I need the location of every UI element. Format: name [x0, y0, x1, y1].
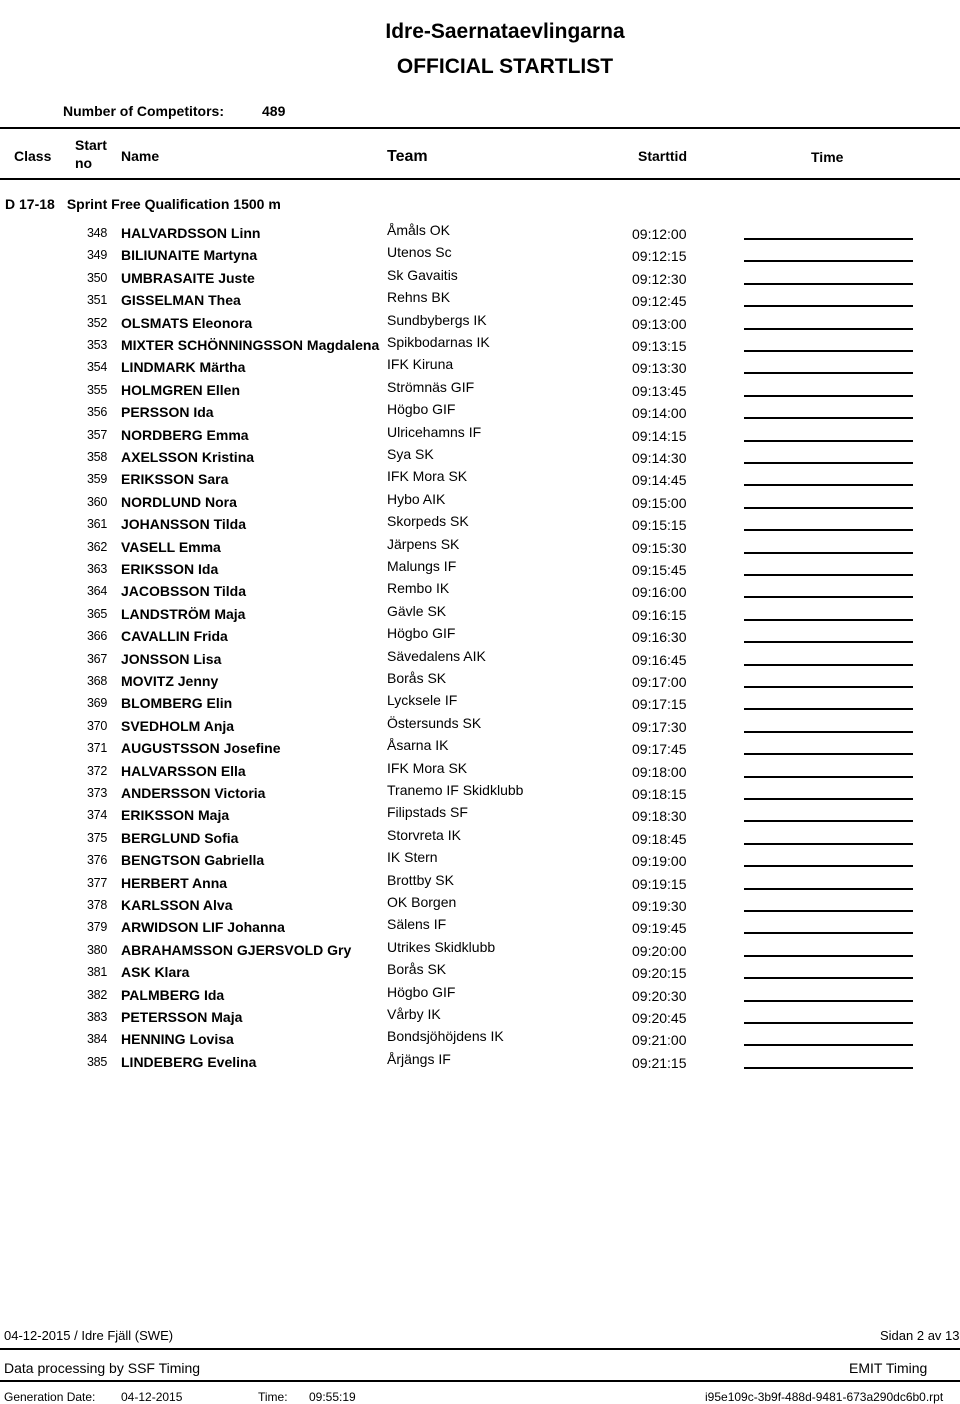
competitor-name: MIXTER SCHÖNNINGSSON Magdalena: [121, 337, 380, 353]
start-number: 379: [87, 920, 107, 934]
competitor-name: UMBRASAITE Juste: [121, 270, 255, 286]
table-row: [0, 334, 960, 356]
start-number: 350: [87, 271, 107, 285]
result-time-blank-line: [744, 888, 913, 890]
competitor-name: LINDMARK Märtha: [121, 359, 246, 375]
start-time: 09:20:15: [632, 965, 687, 981]
start-time: 09:17:30: [632, 719, 687, 735]
table-row: [0, 580, 960, 602]
start-time: 09:15:15: [632, 517, 687, 533]
table-row: [0, 760, 960, 782]
table-row: [0, 401, 960, 423]
start-time: 09:20:30: [632, 988, 687, 1004]
competitor-name: LANDSTRÖM Maja: [121, 606, 246, 622]
column-header-name: Name: [121, 148, 160, 164]
team-name: Sundbybergs IK: [387, 312, 487, 328]
table-row: [0, 603, 960, 625]
table-row: [0, 827, 960, 849]
start-number: 358: [87, 450, 107, 464]
start-number: 362: [87, 540, 107, 554]
competitor-name: HERBERT Anna: [121, 875, 228, 891]
team-name: Rehns BK: [387, 289, 451, 305]
team-name: Sävedalens AIK: [387, 648, 486, 664]
table-row: [0, 558, 960, 580]
result-time-blank-line: [744, 686, 913, 688]
competitor-name: CAVALLIN Frida: [121, 628, 228, 644]
competitor-name: ANDERSSON Victoria: [121, 785, 266, 801]
team-name: Utrikes Skidklubb: [387, 939, 496, 955]
table-row: [0, 356, 960, 378]
result-time-blank-line: [744, 372, 913, 374]
team-name: Lycksele IF: [387, 692, 458, 708]
start-time: 09:18:15: [632, 786, 687, 802]
table-row: [0, 872, 960, 894]
start-number: 360: [87, 495, 107, 509]
result-time-blank-line: [744, 529, 913, 531]
start-number: 375: [87, 831, 107, 845]
competitor-name: KARLSSON Alva: [121, 897, 233, 913]
result-time-blank-line: [744, 1000, 913, 1002]
start-time: 09:12:00: [632, 226, 687, 242]
start-number: 377: [87, 876, 107, 890]
table-row: [0, 1051, 960, 1073]
start-number: 351: [87, 293, 107, 307]
generation-time-value: 09:55:19: [309, 1390, 356, 1404]
team-name: Gävle SK: [387, 603, 447, 619]
competitor-name: HALVARSSON Ella: [121, 763, 246, 779]
team-name: Högbo GIF: [387, 401, 456, 417]
start-time: 09:15:45: [632, 562, 687, 578]
table-row: [0, 1028, 960, 1050]
table-row: [0, 961, 960, 983]
start-number: 374: [87, 808, 107, 822]
start-time: 09:14:30: [632, 450, 687, 466]
start-number: 385: [87, 1055, 107, 1069]
competitor-name: ERIKSSON Maja: [121, 807, 230, 823]
competitors-count-value: 489: [262, 103, 286, 119]
result-time-blank-line: [744, 843, 913, 845]
competitor-name: BENGTSON Gabriella: [121, 852, 265, 868]
start-time: 09:13:30: [632, 360, 687, 376]
result-time-blank-line: [744, 865, 913, 867]
competitor-name: GISSELMAN Thea: [121, 292, 241, 308]
competitor-name: ERIKSSON Sara: [121, 471, 229, 487]
table-row: [0, 267, 960, 289]
competitor-name: JOHANSSON Tilda: [121, 516, 246, 532]
competitor-name: NORDLUND Nora: [121, 494, 237, 510]
table-row: [0, 625, 960, 647]
table-row: [0, 670, 960, 692]
class-code: D 17-18: [5, 196, 55, 212]
result-time-blank-line: [744, 977, 913, 979]
start-number: 372: [87, 764, 107, 778]
team-name: Borås SK: [387, 670, 447, 686]
competitor-name: SVEDHOLM Anja: [121, 718, 235, 734]
table-row: [0, 939, 960, 961]
start-number: 378: [87, 898, 107, 912]
team-name: Skorpeds SK: [387, 513, 469, 529]
team-name: Brottby SK: [387, 872, 454, 888]
start-time: 09:16:15: [632, 607, 687, 623]
team-name: Strömnäs GIF: [387, 379, 475, 395]
result-time-blank-line: [744, 932, 913, 934]
result-time-blank-line: [744, 574, 913, 576]
competitor-name: ABRAHAMSSON GJERSVOLD Gry: [121, 942, 352, 958]
start-time: 09:13:45: [632, 383, 687, 399]
result-time-blank-line: [744, 910, 913, 912]
table-row: [0, 244, 960, 266]
start-time: 09:20:45: [632, 1010, 687, 1026]
start-time: 09:21:15: [632, 1055, 687, 1071]
result-time-blank-line: [744, 260, 913, 262]
start-time: 09:16:00: [632, 584, 687, 600]
start-time: 09:21:00: [632, 1032, 687, 1048]
team-name: IFK Mora SK: [387, 760, 468, 776]
team-name: IFK Mora SK: [387, 468, 468, 484]
start-number: 357: [87, 428, 107, 442]
competitor-name: BERGLUND Sofia: [121, 830, 239, 846]
competitor-name: NORDBERG Emma: [121, 427, 249, 443]
competitor-name: PETERSSON Maja: [121, 1009, 243, 1025]
start-time: 09:20:00: [632, 943, 687, 959]
start-time: 09:16:45: [632, 652, 687, 668]
start-time: 09:12:15: [632, 248, 687, 264]
competitor-name: ASK Klara: [121, 964, 190, 980]
team-name: Hybo AIK: [387, 491, 446, 507]
start-number: 382: [87, 988, 107, 1002]
team-name: Åmåls OK: [387, 222, 451, 238]
start-number: 363: [87, 562, 107, 576]
result-time-blank-line: [744, 619, 913, 621]
team-name: Spikbodarnas IK: [387, 334, 490, 350]
competitor-name: JACOBSSON Tilda: [121, 583, 246, 599]
table-row: [0, 222, 960, 244]
start-time: 09:15:00: [632, 495, 687, 511]
competitor-name: LINDEBERG Evelina: [121, 1054, 257, 1070]
result-time-blank-line: [744, 238, 913, 240]
table-row: [0, 804, 960, 826]
start-time: 09:18:45: [632, 831, 687, 847]
start-number: 354: [87, 360, 107, 374]
team-name: Årjängs IF: [387, 1051, 451, 1067]
start-number: 367: [87, 652, 107, 666]
start-number: 361: [87, 517, 107, 531]
result-time-blank-line: [744, 507, 913, 509]
start-number: 359: [87, 472, 107, 486]
competitor-name: MOVITZ Jenny: [121, 673, 219, 689]
start-time: 09:13:00: [632, 316, 687, 332]
column-header-starttid: Starttid: [638, 148, 687, 164]
start-number: 380: [87, 943, 107, 957]
team-name: Sya SK: [387, 446, 434, 462]
result-time-blank-line: [744, 798, 913, 800]
result-time-blank-line: [744, 328, 913, 330]
team-name: Tranemo IF Skidklubb: [387, 782, 524, 798]
generation-date-value: 04-12-2015: [121, 1390, 183, 1404]
team-name: Ulricehamns IF: [387, 424, 482, 440]
start-number: 370: [87, 719, 107, 733]
start-time: 09:13:15: [632, 338, 687, 354]
competitor-name: VASELL Emma: [121, 539, 221, 555]
result-time-blank-line: [744, 664, 913, 666]
generation-time-label: Time:: [258, 1390, 288, 1404]
start-number: 384: [87, 1032, 107, 1046]
table-row: [0, 491, 960, 513]
start-time: 09:18:30: [632, 808, 687, 824]
start-time: 09:19:30: [632, 898, 687, 914]
table-row: [0, 916, 960, 938]
team-name: Östersunds SK: [387, 715, 482, 731]
result-time-blank-line: [744, 552, 913, 554]
table-row: [0, 715, 960, 737]
table-row: [0, 849, 960, 871]
table-row: [0, 513, 960, 535]
team-name: IFK Kiruna: [387, 356, 454, 372]
table-row: [0, 468, 960, 490]
result-time-blank-line: [744, 641, 913, 643]
table-row: [0, 692, 960, 714]
start-number: 356: [87, 405, 107, 419]
start-number: 369: [87, 696, 107, 710]
table-row: [0, 424, 960, 446]
result-time-blank-line: [744, 440, 913, 442]
result-time-blank-line: [744, 462, 913, 464]
document-title: OFFICIAL STARTLIST: [396, 55, 614, 78]
result-time-blank-line: [744, 596, 913, 598]
result-time-blank-line: [744, 708, 913, 710]
team-name: Malungs IF: [387, 558, 457, 574]
result-time-blank-line: [744, 955, 913, 957]
competitor-name: BLOMBERG Elin: [121, 695, 233, 711]
report-file-name: i95e109c-3b9f-488d-9481-673a290dc6b0.rpt: [705, 1390, 944, 1404]
competitor-name: HENNING Lovisa: [121, 1031, 234, 1047]
table-row: [0, 984, 960, 1006]
team-name: Vårby IK: [387, 1006, 441, 1022]
footer-rule-bottom: [0, 1380, 960, 1382]
start-number: 349: [87, 248, 107, 262]
start-time: 09:17:45: [632, 741, 687, 757]
start-number: 381: [87, 965, 107, 979]
start-number: 353: [87, 338, 107, 352]
table-row: [0, 289, 960, 311]
competitor-name: PERSSON Ida: [121, 404, 214, 420]
table-row: [0, 648, 960, 670]
start-time: 09:14:00: [632, 405, 687, 421]
table-row: [0, 379, 960, 401]
team-name: Järpens SK: [387, 536, 460, 552]
table-row: [0, 536, 960, 558]
team-name: Borås SK: [387, 961, 447, 977]
result-time-blank-line: [744, 1067, 913, 1069]
column-header-start: Start: [75, 137, 107, 153]
team-name: Filipstads SF: [387, 804, 468, 820]
start-number: 366: [87, 629, 107, 643]
competitor-name: ARWIDSON LIF Johanna: [121, 919, 285, 935]
footer-page-number: Sidan 2 av 13: [880, 1328, 960, 1343]
class-description: Sprint Free Qualification 1500 m: [66, 196, 281, 212]
result-time-blank-line: [744, 305, 913, 307]
table-row: [0, 312, 960, 334]
start-number: 365: [87, 607, 107, 621]
team-name: Rembo IK: [387, 580, 450, 596]
result-time-blank-line: [744, 1044, 913, 1046]
competitor-name: HALVARDSSON Linn: [121, 225, 261, 241]
footer-brand: EMIT Timing: [849, 1360, 928, 1376]
event-title: Idre-Saernataevlingarna: [385, 20, 625, 43]
result-time-blank-line: [744, 350, 913, 352]
start-time: 09:14:45: [632, 472, 687, 488]
team-name: Storvreta IK: [387, 827, 461, 843]
start-time: 09:19:00: [632, 853, 687, 869]
column-header-class: Class: [14, 148, 52, 164]
competitor-name: OLSMATS Eleonora: [121, 315, 253, 331]
competitor-name: AUGUSTSSON Josefine: [121, 740, 281, 756]
table-row: [0, 782, 960, 804]
result-time-blank-line: [744, 753, 913, 755]
team-name: Bondsjöhöjdens IK: [387, 1028, 504, 1044]
column-header-team: Team: [387, 148, 428, 165]
start-number: 383: [87, 1010, 107, 1024]
team-name: Högbo GIF: [387, 984, 456, 1000]
start-time: 09:18:00: [632, 764, 687, 780]
team-name: Åsarna IK: [387, 737, 449, 753]
competitors-count-label: Number of Competitors:: [63, 103, 224, 119]
generation-date-label: Generation Date:: [4, 1390, 96, 1404]
start-number: 376: [87, 853, 107, 867]
column-header-no: no: [75, 155, 93, 171]
result-time-blank-line: [744, 417, 913, 419]
start-time: 09:19:45: [632, 920, 687, 936]
result-time-blank-line: [744, 776, 913, 778]
result-time-blank-line: [744, 395, 913, 397]
column-header-time: Time: [811, 149, 844, 165]
start-time: 09:19:15: [632, 876, 687, 892]
start-time: 09:16:30: [632, 629, 687, 645]
result-time-blank-line: [744, 283, 913, 285]
start-number: 352: [87, 316, 107, 330]
start-time: 09:12:45: [632, 293, 687, 309]
start-number: 368: [87, 674, 107, 688]
table-row: [0, 446, 960, 468]
team-name: OK Borgen: [387, 894, 457, 910]
competitor-name: BILIUNAITE Martyna: [121, 247, 258, 263]
competitor-name: HOLMGREN Ellen: [121, 382, 241, 398]
start-time: 09:17:15: [632, 696, 687, 712]
team-name: Högbo GIF: [387, 625, 456, 641]
competitor-name: ERIKSSON Ida: [121, 561, 219, 577]
competitor-name: AXELSSON Kristina: [121, 449, 255, 465]
start-number: 348: [87, 226, 107, 240]
table-row: [0, 1006, 960, 1028]
start-time: 09:17:00: [632, 674, 687, 690]
start-number: 355: [87, 383, 107, 397]
start-number: 371: [87, 741, 107, 755]
team-name: Utenos Sc: [387, 244, 452, 260]
team-name: IK Stern: [387, 849, 438, 865]
start-number: 373: [87, 786, 107, 800]
competitor-name: JONSSON Lisa: [121, 651, 222, 667]
competitor-name: PALMBERG Ida: [121, 987, 225, 1003]
result-time-blank-line: [744, 731, 913, 733]
result-time-blank-line: [744, 484, 913, 486]
table-row: [0, 737, 960, 759]
footer-processing: Data processing by SSF Timing: [4, 1360, 201, 1376]
team-name: Sälens IF: [387, 916, 447, 932]
result-time-blank-line: [744, 1022, 913, 1024]
footer-rule-top: [0, 1348, 960, 1350]
start-number: 364: [87, 584, 107, 598]
team-name: Sk Gavaitis: [387, 267, 458, 283]
footer-date-place: 04-12-2015 / Idre Fjäll (SWE): [4, 1328, 174, 1343]
start-time: 09:14:15: [632, 428, 687, 444]
result-time-blank-line: [744, 820, 913, 822]
start-time: 09:15:30: [632, 540, 687, 556]
table-row: [0, 894, 960, 916]
start-time: 09:12:30: [632, 271, 687, 287]
